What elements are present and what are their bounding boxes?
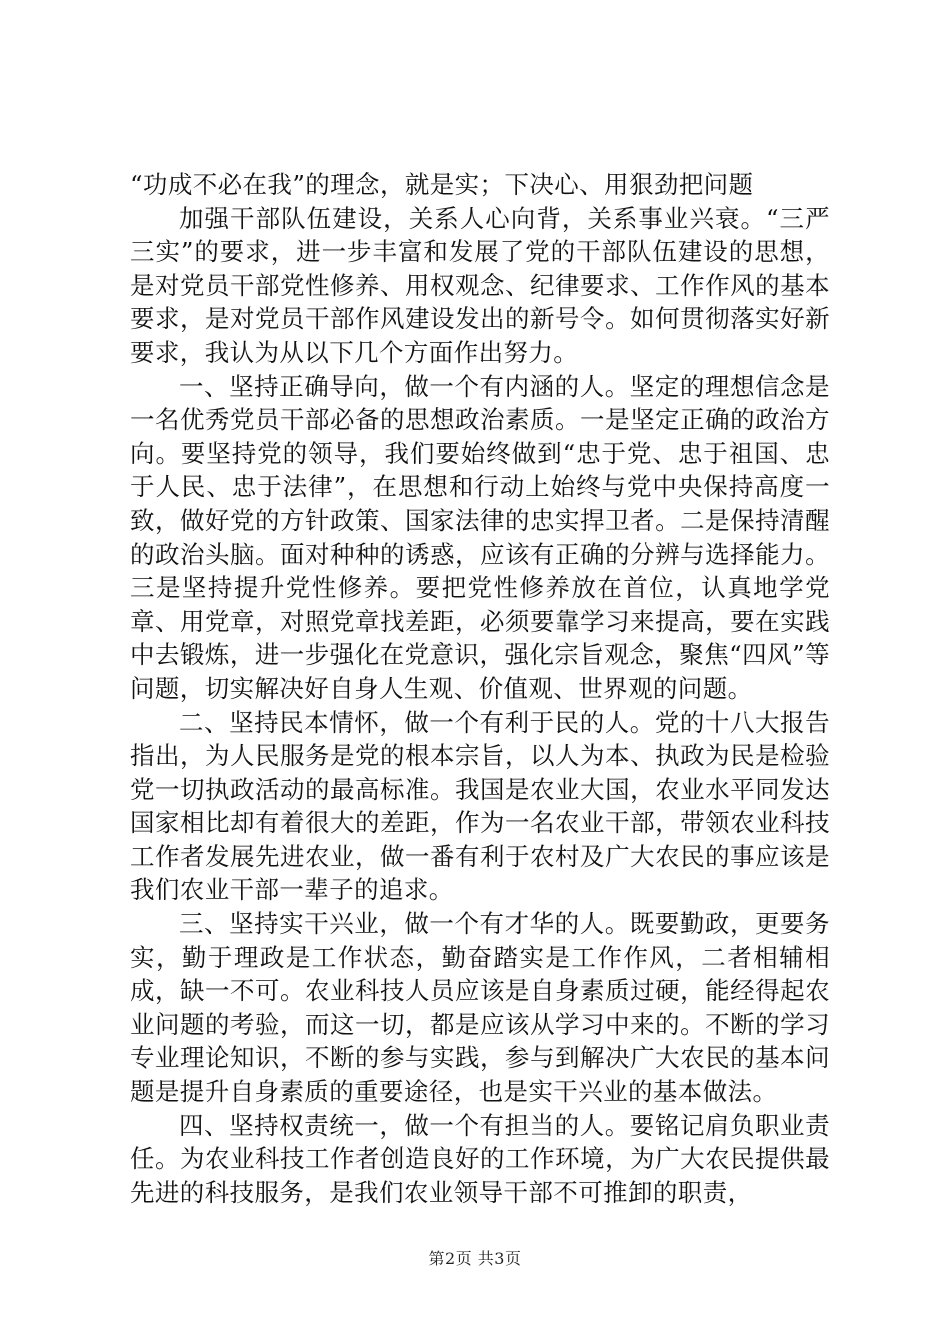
paragraph-point-3: 三、坚持实干兴业，做一个有才华的人。既要勤政，更要务实，勤于理政是工作状态，勤奋踏实是工作作风，二者相辅相成，缺一不可。农业科技人员应该是自身素质过硬，能经得起农业问题的考验，而这一切，都是应该从学习中来的。不断的学习专业理论知识，不断的参与实践，参与到解决广大农民的基本问题是提升自身素质的重要途径，也是实干兴业的基本做法。 [130, 909, 830, 1107]
paragraph-continuation: “功成不必在我”的理念，就是实；下决心、用狠劲把问题 [130, 170, 754, 199]
page-footer [0, 1246, 950, 1269]
document-body [130, 168, 830, 1209]
paragraph-point-1: 一、坚持正确导向，做一个有内涵的人。坚定的理想信念是一名优秀党员干部必备的思想政治素质。一是坚定正确的政治方向。要坚持党的领导，我们要始终做到“忠于党、忠于祖国、忠于人民、忠于法律”，在思想和行动上始终与党中央保持高度一致，做好党的方针政策、国家法律的忠实捍卫者。二是保持清醒的政治头脑。面对种种的诱惑，应该有正确的分辨与选择能力。三是坚持提升党性修养。要把党性修养放在首位，认真地学党章、用党章，对照党章找差距，必须要靠学习来提高，要在实践中去锻炼，进一步强化在党意识，强化宗旨观念，聚焦“四风”等问题，切实解决好自身人生观、价值观、世界观的问题。 [130, 371, 830, 703]
paragraph-intro: 加强干部队伍建设，关系人心向背，关系事业兴衰。“三严三实”的要求，进一步丰富和发展了党的干部队伍建设的思想，是对党员干部党性修养、用权观念、纪律要求、工作作风的基本要求，是对党员干部作风建设发出的新号令。如何贯彻落实好新要求，我认为从以下几个方面作出努力。 [130, 203, 830, 367]
page-number: 第2页 共3页 [428, 1249, 522, 1268]
paragraph-point-4: 四、坚持权责统一，做一个有担当的人。要铭记肩负职业责任。为农业科技工作者创造良好的工作环境，为广大农民提供最先进的科技服务，是我们农业领导干部不可推卸的职责， [130, 1110, 830, 1207]
paragraph-point-2: 二、坚持民本情怀，做一个有利于民的人。党的十八大报告指出，为人民服务是党的根本宗旨，以人为本、执政为民是检验党一切执政活动的最高标准。我国是农业大国，农业水平同发达国家相比却有着很大的差距，作为一名农业干部，带领农业科技工作者发展先进农业，做一番有利于农村及广大农民的事应该是我们农业干部一辈子的追求。 [130, 707, 830, 905]
